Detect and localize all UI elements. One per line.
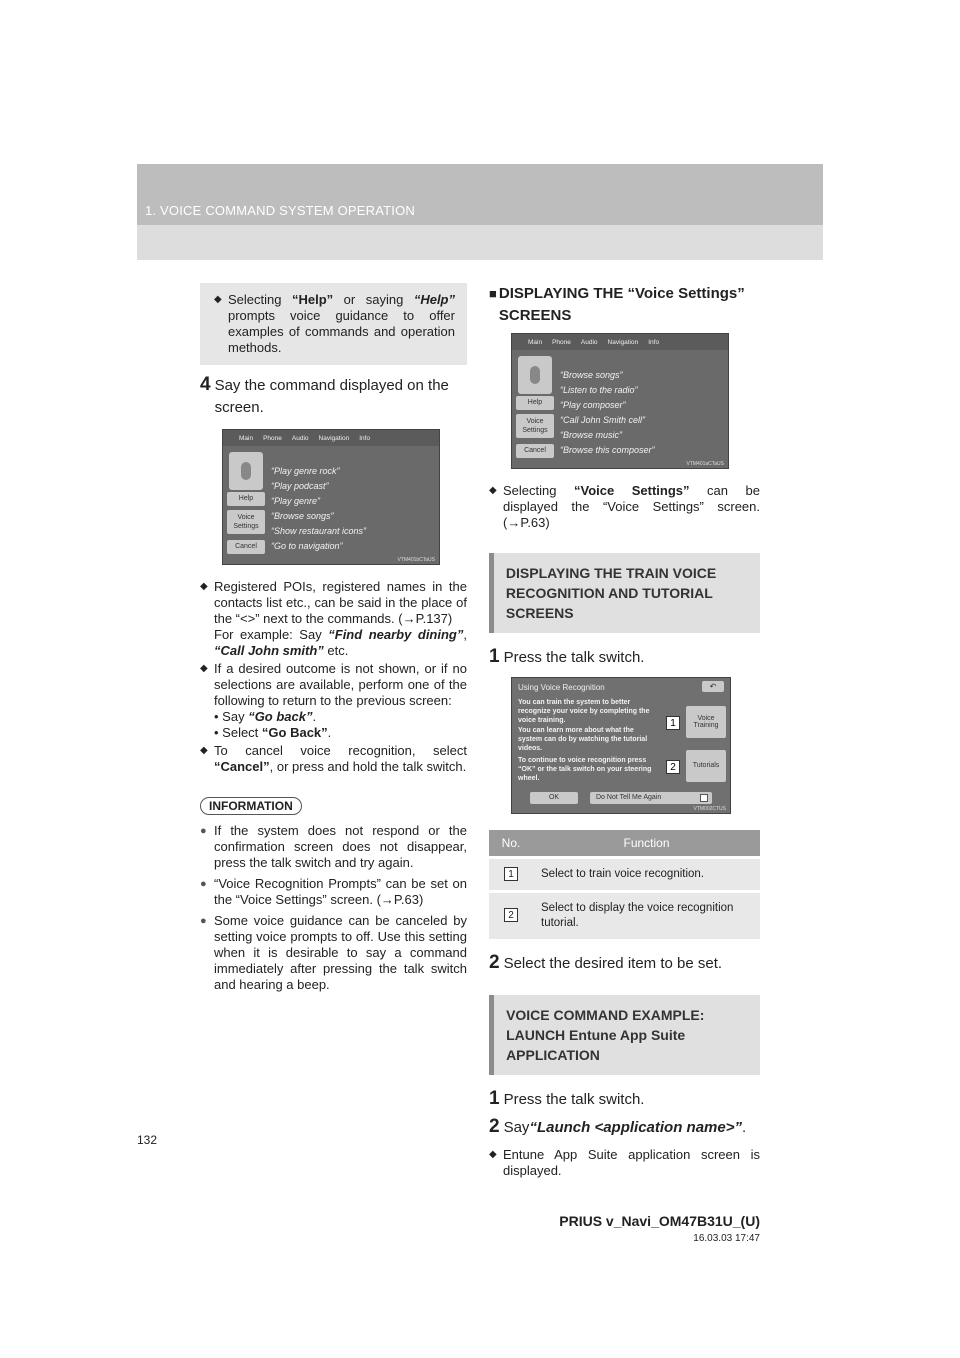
cancel-button[interactable]: Cancel bbox=[227, 540, 265, 554]
table-header-no: No. bbox=[489, 830, 533, 857]
table-row bbox=[489, 891, 760, 939]
do-not-tell-me-again-button[interactable]: Do Not Tell Me Again bbox=[590, 792, 712, 804]
step-2-select: 2 Select the desired item to be set. bbox=[489, 951, 723, 973]
info-item: ● “Voice Recognition Prompts” can be set on the “Voice Settings” screen. (→P.63) bbox=[200, 876, 467, 908]
command-item[interactable]: “Browse this composer” bbox=[560, 445, 655, 455]
voice-settings-button[interactable]: Voice Settings bbox=[516, 414, 554, 438]
voice-recognition-screen bbox=[511, 677, 731, 814]
registered-names-note: ◆ Registered POIs, registered names in the contacts list etc., can be said in the place of the “<>” next to the commands. (→P.137) For example: Say “Find nearby dining”, “Call John smith” etc. bbox=[200, 579, 467, 659]
command-item[interactable]: “Browse songs” bbox=[560, 370, 623, 380]
screen-tabs: Main Phone Audio Navigation Info bbox=[512, 334, 728, 350]
table-header-function: Function bbox=[533, 830, 760, 857]
information-label: INFORMATION bbox=[200, 797, 302, 815]
checkbox-icon bbox=[700, 794, 708, 802]
callout-2: 2 bbox=[666, 760, 680, 774]
info-item: ● If the system does not respond or the confirmation screen does not disappear, press the talk switch and try again. bbox=[200, 823, 467, 871]
page-number: 132 bbox=[137, 1133, 158, 1147]
section-title: 1. VOICE COMMAND SYSTEM OPERATION bbox=[145, 203, 416, 218]
row-function: Select to display the voice recognition tutorial. bbox=[533, 891, 760, 939]
step-1-talk-b: 1 Press the talk switch. bbox=[489, 1087, 645, 1109]
voice-settings-button[interactable]: Voice Settings bbox=[227, 510, 265, 534]
command-item[interactable]: “Show restaurant icons” bbox=[271, 526, 367, 536]
screen-line: To continue to voice recognition press “OK” or the talk switch on your steering wheel. bbox=[518, 757, 652, 782]
left-column bbox=[200, 283, 467, 993]
function-table bbox=[489, 830, 760, 939]
go-back-note: ◆ If a desired outcome is not shown, or if no selections are available, perform one of the following to return to the previous screen: • Say “Go back”. • Select “Go Back”. bbox=[200, 661, 467, 741]
image-code: VTM401aCTaUS bbox=[686, 461, 724, 467]
command-item[interactable]: “Play genre” bbox=[271, 496, 321, 506]
screen-tabs: Main Phone Audio Navigation Info bbox=[223, 430, 439, 446]
voice-training-button[interactable]: Voice Training bbox=[686, 706, 726, 738]
step-1-talk: 1 Press the talk switch. bbox=[489, 646, 645, 667]
document-id: PRIUS v_Navi_OM47B31U_(U) bbox=[559, 1213, 760, 1229]
help-button[interactable]: Help bbox=[516, 396, 554, 410]
help-button[interactable]: Help bbox=[227, 492, 265, 506]
document-date: 16.03.03 17:47 bbox=[693, 1233, 760, 1244]
command-item[interactable]: “Browse songs” bbox=[271, 511, 334, 521]
row-number: 1 bbox=[504, 867, 518, 881]
command-item[interactable]: “Play composer” bbox=[560, 400, 626, 410]
row-number: 2 bbox=[504, 908, 518, 922]
command-item[interactable]: “Play genre rock” bbox=[271, 466, 340, 476]
image-code: VTM401bCTaUS bbox=[397, 557, 435, 563]
step-4: 4 Say the command displayed on the screen. bbox=[200, 374, 449, 416]
command-item[interactable]: “Listen to the radio” bbox=[560, 385, 638, 395]
screen-line: You can train the system to better recognize your voice by completing the voice training. bbox=[518, 699, 650, 724]
entune-note: ◆ Entune App Suite application screen is displayed. bbox=[489, 1147, 760, 1179]
cancel-note: ◆ To cancel voice recognition, select “Cancel”, or press and hold the talk switch. bbox=[200, 743, 467, 775]
table-row bbox=[489, 857, 760, 891]
voice-command-screen-1 bbox=[222, 429, 440, 565]
cancel-button[interactable]: Cancel bbox=[516, 444, 554, 458]
help-note bbox=[200, 283, 467, 365]
command-item[interactable]: “Browse music” bbox=[560, 430, 623, 440]
command-item[interactable]: “Call John Smith cell” bbox=[560, 415, 646, 425]
right-column bbox=[489, 283, 760, 1179]
image-code: VTM002CTUS bbox=[693, 806, 726, 812]
screen-line: You can learn more about what the system can do by watching the tutorial videos. bbox=[518, 727, 648, 752]
train-voice-heading: DISPLAYING THE TRAIN VOICE RECOGNITION AND TUTORIAL SCREENS bbox=[489, 553, 760, 633]
microphone-icon bbox=[518, 356, 552, 394]
help-note-text: ◆ Selecting “Help” or saying “Help” prompts voice guidance to offer examples of commands and operation methods. bbox=[214, 292, 455, 356]
callout-1: 1 bbox=[666, 716, 680, 730]
command-item[interactable]: “Play podcast” bbox=[271, 481, 329, 491]
voice-settings-heading: ■ DISPLAYING THE “Voice Settings” SCREENS bbox=[489, 285, 745, 324]
tutorials-button[interactable]: Tutorials bbox=[686, 750, 726, 782]
back-icon[interactable]: ↶ bbox=[702, 681, 724, 692]
step-2-say: 2 Say “Launch <application name>” . bbox=[489, 1115, 747, 1137]
voice-settings-note: ◆ Selecting “Voice Settings” can be displayed the “Voice Settings” screen. (→P.63) bbox=[489, 483, 760, 531]
ok-button[interactable]: OK bbox=[530, 792, 578, 804]
section-header bbox=[137, 164, 823, 260]
info-item: ● Some voice guidance can be canceled by setting voice prompts to off. Use this setting when it is desirable to say a command immediately after pressing the talk switch and hearing a beep. bbox=[200, 913, 467, 993]
row-function: Select to train voice recognition. bbox=[533, 857, 760, 891]
command-item[interactable]: “Go to navigation” bbox=[271, 541, 343, 551]
screen-title: Using Voice Recognition bbox=[518, 683, 605, 692]
microphone-icon bbox=[229, 452, 263, 490]
voice-command-example-heading: VOICE COMMAND EXAMPLE: LAUNCH Entune App Suite APPLICATION bbox=[489, 995, 760, 1075]
voice-command-screen-2 bbox=[511, 333, 729, 469]
